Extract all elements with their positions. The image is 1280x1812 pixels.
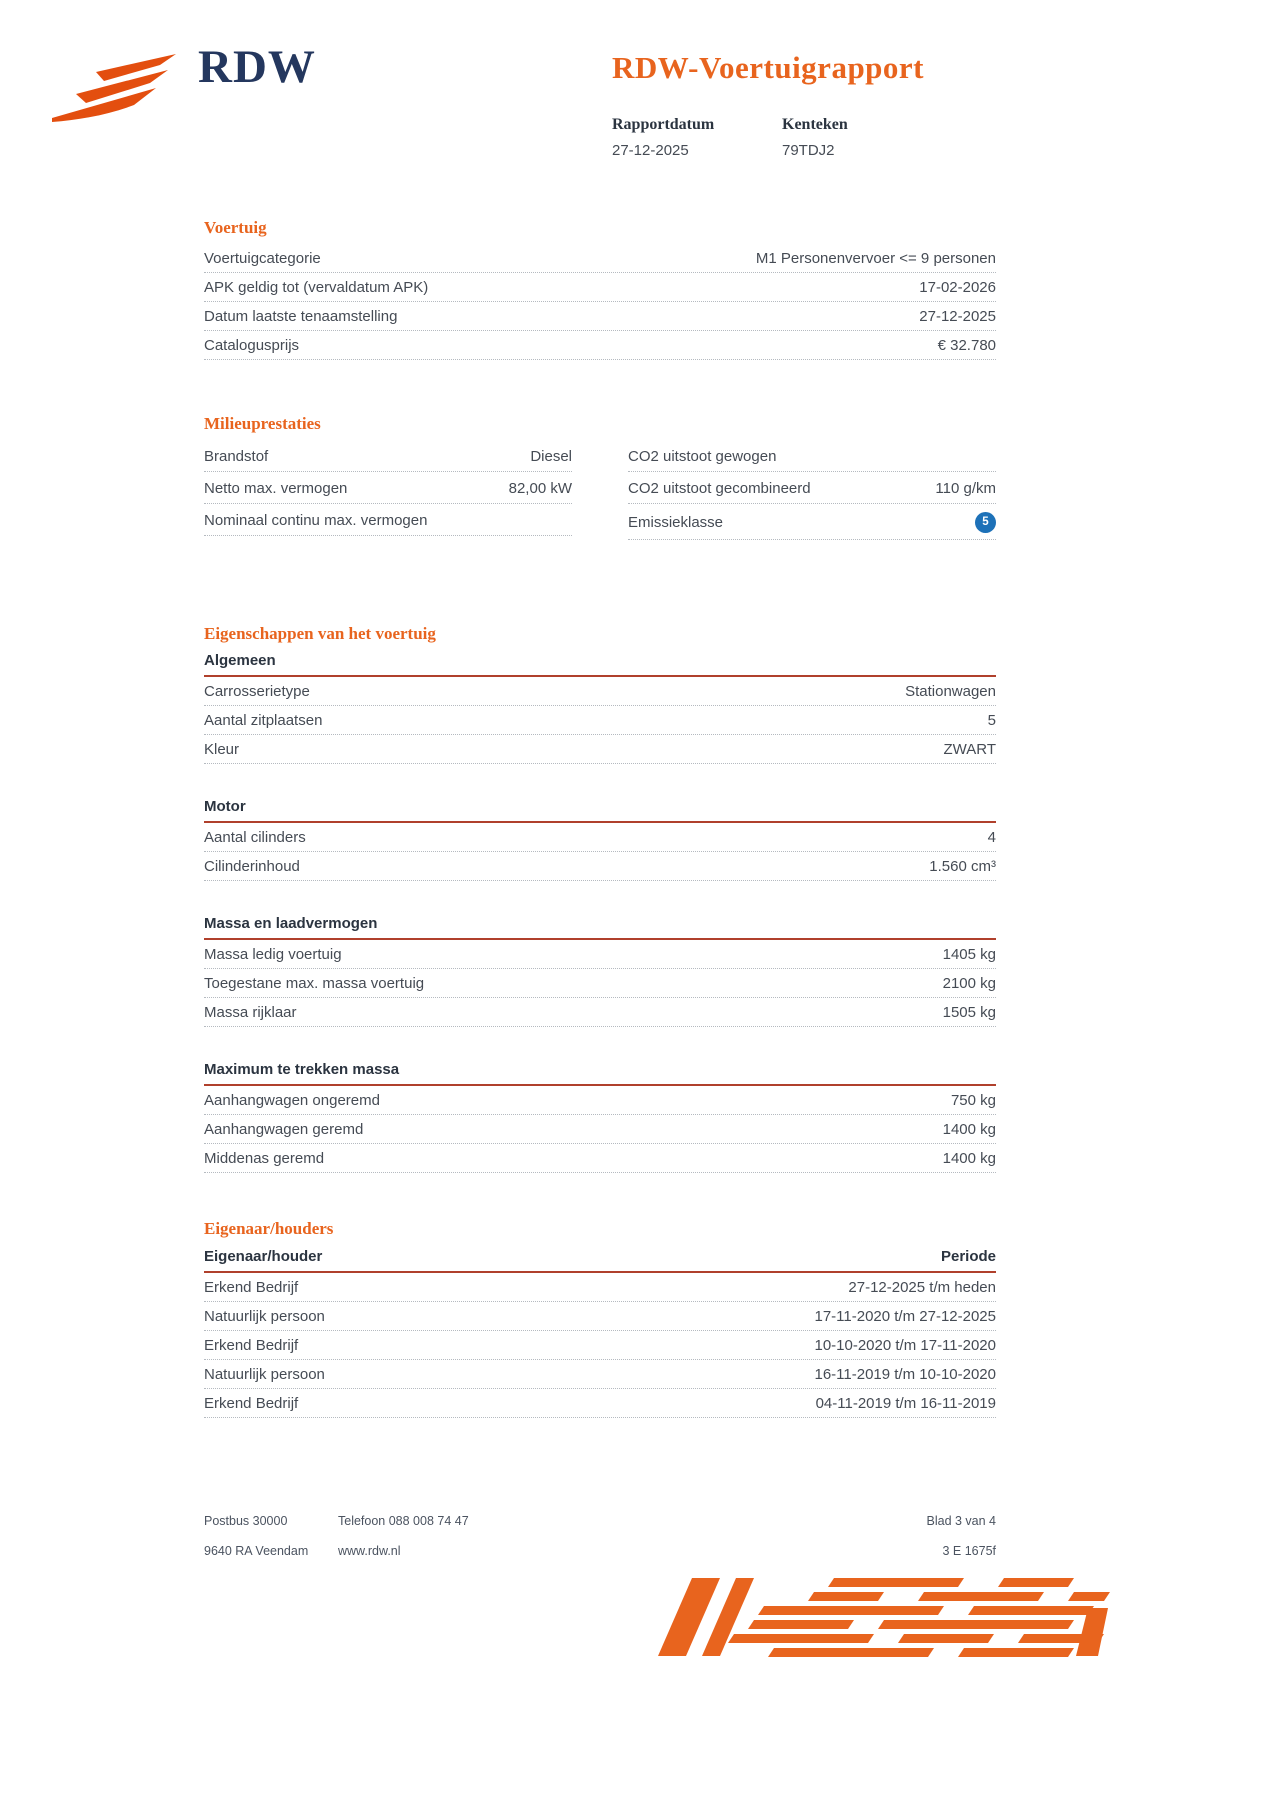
subsection-title: Massa en laadvermogen [204, 915, 996, 940]
table-row [204, 273, 996, 302]
table-row [204, 969, 996, 998]
license-plate-value: 79TDJ2 [782, 142, 835, 159]
row-value: 17-02-2026 [919, 279, 996, 296]
owner-period: 04-11-2019 t/m 16-11-2019 [815, 1395, 996, 1412]
rdw-logo-text: RDW [198, 41, 316, 93]
section-milieuprestaties [204, 414, 996, 540]
stripes-decoration-icon [658, 1578, 1110, 1662]
section-eigenschappen [204, 624, 996, 1173]
table-row [204, 677, 996, 706]
table-row [204, 244, 996, 273]
row-value: Stationwagen [905, 683, 996, 700]
subsection-title: Motor [204, 798, 996, 823]
report-date-label: Rapportdatum [612, 116, 715, 133]
section-voertuig [204, 218, 996, 360]
license-plate-label: Kenteken [782, 116, 848, 133]
owners-header-period: Periode [940, 1248, 996, 1265]
owner-type: Erkend Bedrijf [204, 1279, 299, 1296]
table-row [204, 940, 996, 969]
table-row [628, 504, 996, 540]
row-label: Kleur [204, 741, 240, 758]
section-eigenaar-houders [204, 1219, 996, 1418]
owner-type: Erkend Bedrijf [204, 1337, 299, 1354]
section-title-milieuprestaties: Milieuprestaties [204, 414, 321, 433]
row-label: Massa rijklaar [204, 1004, 297, 1021]
owner-period: 10-10-2020 t/m 17-11-2020 [814, 1337, 996, 1354]
table-row [204, 823, 996, 852]
row-value: M1 Personenvervoer <= 9 personen [755, 250, 996, 267]
owner-type: Natuurlijk persoon [204, 1308, 325, 1325]
row-value: 27-12-2025 [919, 308, 996, 325]
subsection-motor [204, 798, 996, 881]
row-label: Toegestane max. massa voertuig [204, 975, 425, 992]
row-value: 1505 kg [942, 1004, 996, 1021]
row-value: 1400 kg [942, 1121, 996, 1138]
row-value: 4 [987, 829, 996, 846]
owner-type: Erkend Bedrijf [204, 1395, 299, 1412]
row-label: CO2 uitstoot gecombineerd [628, 480, 811, 497]
row-value: 5 [987, 712, 996, 729]
owner-period: 17-11-2020 t/m 27-12-2025 [814, 1308, 996, 1325]
row-value: ZWART [943, 741, 996, 758]
row-label: Cilinderinhoud [204, 858, 300, 875]
section-title-eigenschappen: Eigenschappen van het voertuig [204, 624, 436, 643]
table-row [204, 472, 572, 504]
row-label: Datum laatste tenaamstelling [204, 308, 398, 325]
row-label: Nominaal continu max. vermogen [204, 512, 428, 529]
emission-class-badge: 5 [975, 512, 996, 533]
table-row [204, 1144, 996, 1173]
table-row [204, 1086, 996, 1115]
row-value: € 32.780 [937, 337, 996, 354]
page-title: RDW-Voertuigrapport [612, 50, 925, 85]
row-value: 750 kg [950, 1092, 996, 1109]
table-row [204, 1389, 996, 1418]
footer-doc-code: 3 E 1675f [942, 1544, 996, 1558]
report-date-value: 27-12-2025 [612, 142, 689, 159]
footer-phone: Telefoon 088 008 74 47 [338, 1514, 469, 1528]
row-value: 1405 kg [942, 946, 996, 963]
table-row [204, 1360, 996, 1389]
table-row [204, 998, 996, 1027]
table-row [628, 440, 996, 472]
owner-period: 27-12-2025 t/m heden [848, 1279, 996, 1296]
row-label: Aantal zitplaatsen [204, 712, 323, 729]
row-label: Middenas geremd [204, 1150, 325, 1167]
section-title-eigenaar-houders: Eigenaar/houders [204, 1219, 334, 1238]
footer-city: 9640 RA Veendam [204, 1544, 309, 1558]
row-label: Catalogusprijs [204, 337, 300, 354]
table-row [204, 706, 996, 735]
row-label: Aanhangwagen ongeremd [204, 1092, 380, 1109]
footer-website-link[interactable]: www.rdw.nl [338, 1544, 401, 1558]
table-row [204, 735, 996, 764]
row-label: Emissieklasse [628, 514, 724, 531]
row-label: Netto max. vermogen [204, 480, 348, 497]
table-row [204, 1115, 996, 1144]
section-title-voertuig: Voertuig [204, 218, 267, 237]
row-label: Aantal cilinders [204, 829, 306, 846]
row-label: Brandstof [204, 448, 269, 465]
subsection-title: Algemeen [204, 652, 996, 677]
table-row [204, 331, 996, 360]
table-row [204, 302, 996, 331]
row-label: CO2 uitstoot gewogen [628, 448, 777, 465]
milieu-left-column [204, 440, 572, 540]
table-row [204, 1273, 996, 1302]
row-label: Carrosserietype [204, 683, 310, 700]
owner-type: Natuurlijk persoon [204, 1366, 325, 1383]
row-value: Diesel [530, 448, 572, 465]
table-row [204, 1302, 996, 1331]
row-value: 1.560 cm³ [929, 858, 996, 875]
table-row [204, 440, 572, 472]
row-label: APK geldig tot (vervaldatum APK) [204, 279, 429, 296]
row-label: Massa ledig voertuig [204, 946, 342, 963]
row-label: Aanhangwagen geremd [204, 1121, 364, 1138]
row-value: 1400 kg [942, 1150, 996, 1167]
table-row [204, 504, 572, 536]
subsection-massa [204, 915, 996, 1027]
subsection-trekken-massa [204, 1061, 996, 1173]
milieu-right-column [628, 440, 996, 540]
footer-page-indicator: Blad 3 van 4 [926, 1514, 996, 1528]
page-footer [204, 1514, 996, 1558]
row-label: Voertuigcategorie [204, 250, 321, 267]
owners-table-header [204, 1245, 996, 1273]
subsection-algemeen [204, 652, 996, 764]
row-value: 110 g/km [935, 480, 996, 497]
table-row [204, 1331, 996, 1360]
footer-postbus: Postbus 30000 [204, 1514, 288, 1528]
owners-header-owner: Eigenaar/houder [204, 1248, 323, 1265]
owner-period: 16-11-2019 t/m 10-10-2020 [814, 1366, 996, 1383]
subsection-title: Maximum te trekken massa [204, 1061, 996, 1086]
row-value: 2100 kg [942, 975, 996, 992]
table-row [204, 852, 996, 881]
row-value: 82,00 kW [508, 480, 572, 497]
milieu-columns [204, 440, 996, 540]
table-row [628, 472, 996, 504]
